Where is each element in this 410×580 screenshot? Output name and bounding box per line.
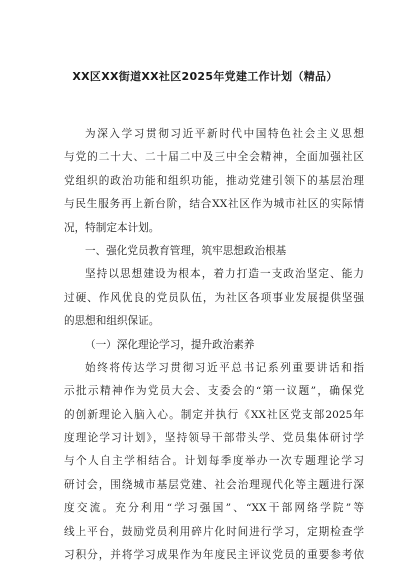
paragraph-line: 习积分，并将学习成果作为年度民主评议党员的重要参考依 bbox=[64, 549, 364, 562]
paragraph-line: 的创新理论入脑入心。制定并执行《XX社区党支部2025年 bbox=[64, 408, 364, 421]
paragraph-line: 况，特制定本计划。 bbox=[64, 221, 160, 234]
document-title: XX区XX街道XX社区2025年党建工作计划（精品） bbox=[72, 70, 338, 83]
paragraph-line: 度理论学习计划》，坚持领导干部带头学、党员集体研讨学 bbox=[64, 432, 364, 445]
paragraph-line: 坚持以思想建设为根本，着力打造一支政治坚定、能力 bbox=[85, 268, 364, 281]
paragraph-line: 度交流。充分利用“学习强国”、“XX干部网络学院”等 bbox=[64, 502, 364, 515]
paragraph-line: 的思想和组织保证。 bbox=[64, 315, 160, 328]
paragraph-line: 示批示精神作为党员大会、支委会的“第一议题”，确保党 bbox=[64, 385, 364, 398]
paragraph-line: 始终将传达学习贯彻习近平总书记系列重要讲话和指 bbox=[85, 361, 364, 374]
paragraph-line: 与个人自主学相结合。计划每季度举办一次专题理论学习 bbox=[64, 455, 364, 468]
paragraph-line: 研讨会，围绕城市基层党建、社会治理现代化等主题进行深 bbox=[64, 478, 364, 491]
subsection-heading: （一）深化理论学习，提升政治素养 bbox=[85, 338, 255, 351]
paragraph-line: 线上平台，鼓励党员利用碎片化时间进行学习，定期检查学 bbox=[64, 525, 364, 538]
paragraph-line: 过硬、作风优良的党员队伍，为社区各项事业发展提供坚强 bbox=[64, 291, 364, 304]
paragraph-line: 与党的二十大、二十届二中及三中全会精神，全面加强社区 bbox=[64, 151, 364, 164]
paragraph-line: 为深入学习贯彻习近平新时代中国特色社会主义思想 bbox=[85, 128, 364, 140]
paragraph-line: 与民生服务再上新台阶，结合XX社区作为城市社区的实际情 bbox=[64, 198, 364, 211]
document-body bbox=[64, 123, 364, 567]
paragraph-line: 党组织的政治功能和组织功能，推动党建引领下的基层治理 bbox=[64, 174, 364, 187]
section-heading: 一、强化党员教育管理，筑牢思想政治根基 bbox=[85, 244, 287, 257]
